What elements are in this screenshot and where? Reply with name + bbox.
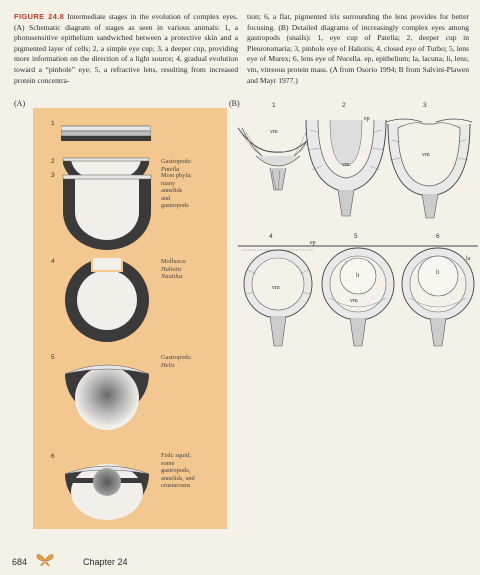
eye-b6-number: 6	[436, 233, 440, 240]
eye-b3-diagram	[384, 110, 474, 220]
eye-b5-number: 5	[354, 233, 358, 240]
eye-b3-ep-label: ep	[364, 116, 370, 122]
stage-5-lens-eye-diagram	[61, 352, 153, 442]
eye-b5-li-label: li	[356, 273, 360, 279]
stage-4-label: Mollusca: Haliotis Nautilus	[161, 258, 187, 281]
stage-3-deep-cup-diagram	[61, 172, 153, 254]
caption-right: tion; 6, a flat, pigmented iris surrounding the lens provides for better focusing. (B) Detailed diagrams of increasingly complex eyes among gastropods (snails): 1, eye cup of Patella; 2, deeper cup in Pleurotomaria; 3, pinhole eye of Haliotis; 4, closed eye of Turbo; 5, lens eye of Murex; 6, lens eye of Nucella. ep, epithelium; la, lacuna; li, lens; vm, vitreous protein mass. (A from Osorio 1994; B from Salvini-Plawen and Mayr 1977.)	[247, 12, 469, 85]
stage-1-epithelium-diagram	[61, 124, 151, 146]
eye-b1-vm-label: vm	[270, 129, 278, 135]
stage-5-number: 5	[51, 354, 55, 361]
stage-5-label: Gastropods: Helix	[161, 354, 192, 369]
eye-b6-li-label: li	[436, 270, 440, 276]
stage-4-pinhole-eye-diagram	[61, 256, 153, 344]
eye-b6-la-label: la	[466, 256, 471, 262]
stage-6-label: Fish; squid; some gastropods, annelids, and crustaceans	[161, 452, 195, 490]
page-number: 684	[12, 557, 28, 567]
eye-b4-diagram	[236, 240, 320, 350]
eye-b4-ep-label: ep	[310, 240, 316, 246]
panel-b-label: (B)	[229, 99, 240, 108]
stage-3-number: 3	[51, 172, 55, 179]
stage-6-iris-eye-diagram	[61, 448, 153, 526]
caption-left	[14, 12, 238, 86]
eye-b5-vm-label: vm	[350, 298, 358, 304]
stage-1-number: 1	[51, 120, 55, 127]
eye-b5-diagram	[316, 240, 400, 350]
stage-3-label: Most phyla; many annelids and gastropods	[161, 172, 192, 210]
stage-2-number: 2	[51, 158, 55, 165]
eye-b2-number: 2	[342, 102, 346, 109]
eye-b4-number: 4	[269, 233, 273, 240]
caption-left-text: Intermediate stages in the evolution of complex eyes. (A) Schematic diagram of stages as seen in various animals: 1, a photosensitive epithelium sandwiched between a protective skin and a pigmented layer of cells; 2, a simple eye cup; 3, a deeper cup, providing more information on the direction of a light source; 4, gradual evolution toward a “pinhole” eye; 5, a refractive lens, resulting from increased protein concentra-	[14, 12, 238, 85]
chapter-label: Chapter 24	[83, 557, 128, 567]
eye-b1-number: 1	[272, 102, 276, 109]
stage-2-label: Gastropods: Patella	[161, 158, 192, 173]
eye-b3-vm-label: vm	[422, 152, 430, 158]
figure-label: FIGURE 24.8	[14, 12, 65, 21]
panel-a-label: (A)	[14, 99, 26, 108]
stage-4-number: 4	[51, 258, 55, 265]
stage-6-number: 6	[51, 453, 55, 460]
eye-b2-vm-label: vm	[342, 162, 350, 168]
panel-a	[33, 108, 227, 529]
butterfly-icon	[36, 553, 54, 567]
eye-b4-vm-label: vm	[272, 285, 280, 291]
eye-b3-number: 3	[423, 102, 427, 109]
